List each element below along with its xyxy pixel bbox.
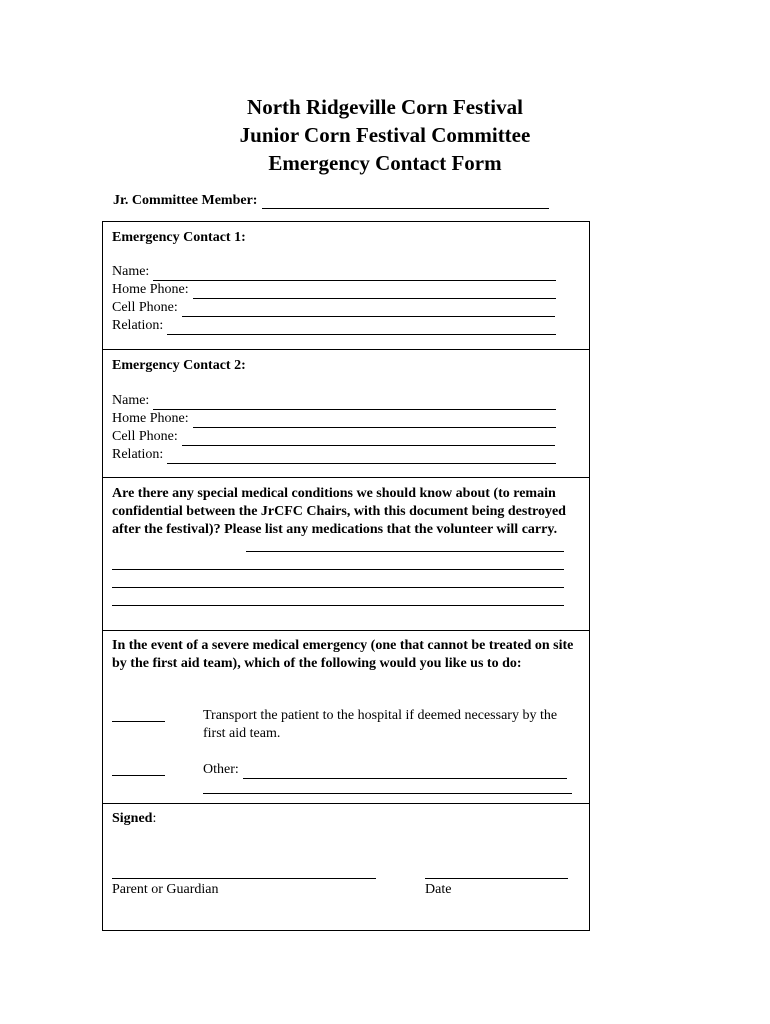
committee-member-field[interactable] [262,194,549,209]
severe-emergency-section [103,630,589,803]
contact-1-home-phone-field[interactable] [193,285,556,299]
contact-2-home-phone-field[interactable] [193,414,556,428]
emergency-contact-1-section [103,222,589,349]
contact-2-cell-phone-row [112,428,555,446]
other-option-line-2[interactable] [203,793,572,794]
contact-2-name-field[interactable] [153,396,556,410]
contact-1-home-phone-row [112,281,556,299]
contact-1-cell-phone-field[interactable] [182,303,555,317]
other-option-row [203,761,567,779]
parent-guardian-label: Parent or Guardian [112,882,219,897]
contact-1-cell-phone-label: Cell Phone: [112,300,178,315]
contact-2-relation-row [112,446,556,464]
contact-2-cell-phone-field[interactable] [182,432,555,446]
contact-2-name-row [112,392,556,410]
contact-2-heading: Emergency Contact 2: [112,358,246,373]
signature-section [103,803,589,930]
contact-1-relation-field[interactable] [167,321,556,335]
title-line-1: North Ridgeville Corn Festival [247,95,523,119]
contact-1-relation-label: Relation: [112,318,164,333]
contact-2-home-phone-label: Home Phone: [112,411,189,426]
contact-1-heading: Emergency Contact 1: [112,230,246,245]
committee-member-label: Jr. Committee Member: [113,193,258,208]
medical-answer-line-3[interactable] [112,587,564,588]
contact-2-relation-field[interactable] [167,450,556,464]
emergency-contact-2-section [103,349,589,477]
title-line-2: Junior Corn Festival Committee [239,123,531,147]
medical-answer-line-1[interactable] [246,551,564,552]
other-option-label: Other: [203,762,239,777]
signed-colon: : [152,811,157,826]
contact-2-home-phone-row [112,410,556,428]
contact-1-name-field[interactable] [153,267,556,281]
committee-member-row [113,193,549,209]
form-title [0,93,770,177]
contact-1-cell-phone-row [112,299,555,317]
other-option-blank[interactable] [112,775,165,776]
contact-2-cell-phone-label: Cell Phone: [112,429,178,444]
contact-1-name-label: Name: [112,264,150,279]
contact-2-name-label: Name: [112,393,150,408]
parent-signature-line[interactable] [112,878,376,879]
contact-2-relation-label: Relation: [112,447,164,462]
contact-1-name-row [112,263,556,281]
form-box [102,221,590,931]
transport-option-blank[interactable] [112,721,165,722]
signed-row [112,810,156,828]
date-label: Date [425,882,452,897]
medical-answer-line-2[interactable] [112,569,564,570]
medical-answer-line-4[interactable] [112,605,564,606]
contact-1-home-phone-label: Home Phone: [112,282,189,297]
contact-1-relation-row [112,317,556,335]
medical-conditions-section [103,477,589,630]
date-line[interactable] [425,878,568,879]
emergency-question: In the event of a severe medical emergency (one that cannot be treated on site by the first aid team), which of the following would you like us to do: [112,638,574,671]
other-option-field[interactable] [243,765,567,779]
title-line-3: Emergency Contact Form [268,151,502,175]
transport-option-text: Transport the patient to the hospital if deemed necessary by the first aid team. [203,708,558,741]
signed-label: Signed [112,811,153,826]
medical-question: Are there any special medical conditions we should know about (to remain confidential between the JrCFC Chairs, with this document being destroyed after the festival)? Please list any medications that the volunteer will carry. [112,486,566,537]
